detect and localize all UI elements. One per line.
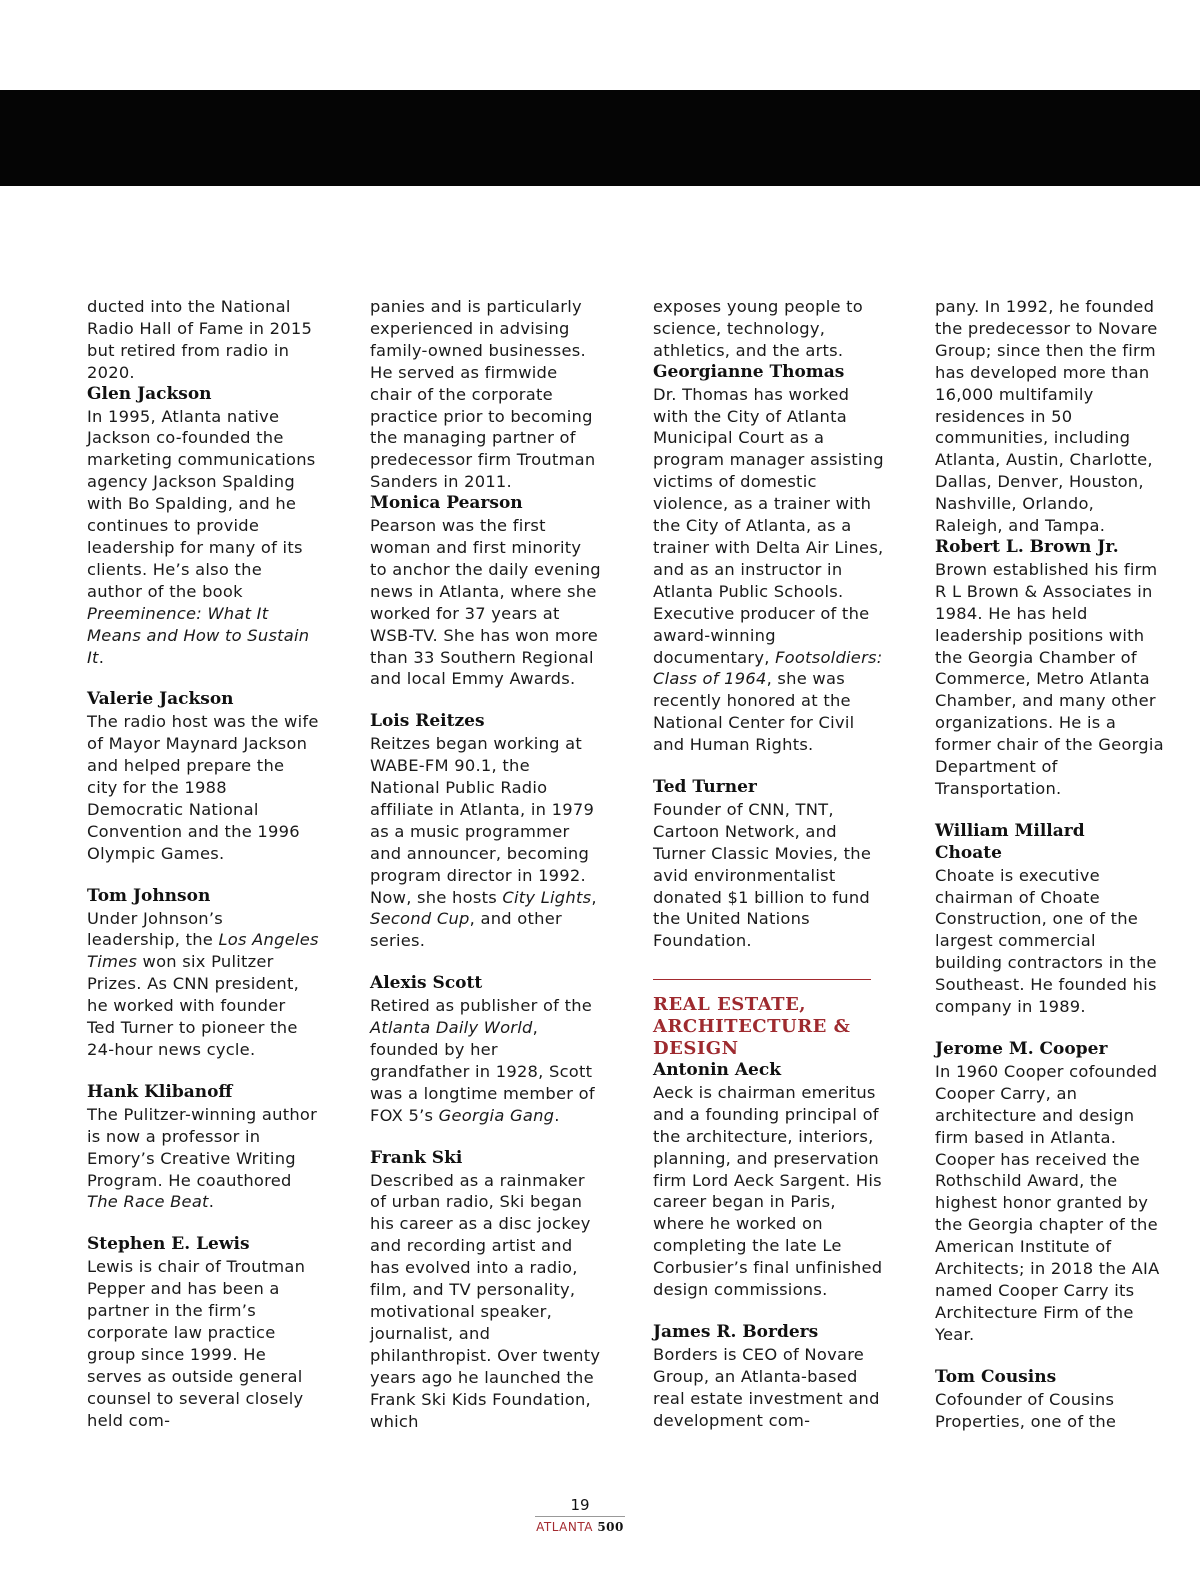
profile-name: William Millard Choate [935,820,1085,863]
profile-name: Georgianne Thomas [653,361,845,382]
profile-bio: Choate is executive chairman of Choate Construction, one of the largest commercial building contractors in the Southeast. He founded his company in 1989. [935,865,1157,1017]
profile-entry [935,537,1167,800]
profile-entry [370,1148,602,1433]
profile-name: Hank Klibanoff [87,1081,233,1102]
profile-name: Glen Jackson [87,383,212,404]
profile-name: Stephen E. Lewis [87,1234,250,1255]
profile-entry [653,1322,885,1432]
profile-entry [935,821,1167,1018]
column-1 [87,296,319,1453]
profile-entry [653,777,885,952]
page-number: 19 [570,1496,590,1514]
profile-bio: Reitzes began working at WABE-FM 90.1, the National Public Radio affiliate in Atlanta, in 1979 as a music programmer and announcer, becoming program director in 1992. Now, she hosts City Lights, Second Cup, and other series. [370,734,597,951]
profile-bio: Dr. Thomas has worked with the City of Atlanta Municipal Court as a program manager assisting victims of domestic violence, as a trainer with the City of Atlanta, as a trainer with Delta Air Lines, and as an instructor in Atlanta Public Schools. Executive producer of the award-winning documentary, Footsoldiers: Class of 1964, she was recently honored at the National Center for Civil and Human Rights. [653,384,884,755]
profile-entry [87,1234,319,1431]
profile-entry [87,886,319,1061]
profile-name: Ted Turner [653,777,757,798]
top-black-banner [0,90,1200,186]
column-4 [935,296,1167,1453]
profile-name: Tom Johnson [87,885,211,906]
profile-bio: Under Johnson’s leadership, the Los Angeles Times won six Pulitzer Prizes. As CNN president, he worked with founder Ted Turner to pioneer the 24-hour news cycle. [87,908,319,1059]
profile-name: Robert L. Brown Jr. [935,536,1119,557]
profile-name: Frank Ski [370,1147,463,1168]
lead-in-text: panies and is particularly experienced in advising family-owned businesses. He served as firmwide chair of the corporate practice prior to becoming the managing partner of predecessor firm Troutman Sanders in 2011. [370,297,596,492]
profile-bio: Lewis is chair of Troutman Pepper and has been a partner in the firm’s corporate law practice group since 1999. He serves as outside general counsel to several closely held com- [87,1257,306,1430]
profile-bio: Cofounder of Cousins Properties, one of the [935,1389,1117,1431]
profile-name: Valerie Jackson [87,689,234,710]
page-footer [535,1497,625,1534]
profile-bio: Brown established his firm R L Brown & Associates in 1984. He has held leadership positions with the Georgia Chamber of Commerce, Metro Atlanta Chamber, and many other organizations. He is a former chair of the Georgia Department of Transportation. [935,559,1164,798]
profile-bio: Pearson was the first woman and first minority to anchor the daily evening news in Atlanta, where she worked for 37 years at WSB-TV. She has won more than 33 Southern Regional and local Emmy Awards. [370,516,601,689]
profile-entry [370,973,602,1126]
profile-name: Lois Reitzes [370,711,485,732]
profile-bio: The Pulitzer-winning author is now a professor in Emory’s Creative Writing Program. He coauthored The Race Beat. [87,1104,318,1212]
profile-bio: Borders is CEO of Novare Group, an Atlanta-based real estate investment and development com- [653,1344,880,1430]
profile-name: Tom Cousins [935,1366,1057,1387]
profile-entry [370,493,602,690]
profile-entry [87,384,319,669]
profile-name: Monica Pearson [370,493,523,514]
column-2 [370,296,602,1453]
profile-entry [87,1082,319,1213]
column-3 [653,296,885,1453]
lead-in-text: pany. In 1992, he founded the predecessor to Novare Group; since then the firm has developed more than 16,000 multifamily residences in 50 communities, including Atlanta, Austin, Charlotte, Dallas, Denver, Houston, Nashville, Orlando, Raleigh, and Tampa. [935,297,1158,536]
profile-name: Jerome M. Cooper [935,1039,1108,1059]
profile-bio: In 1960 Cooper cofounded Cooper Carry, an architecture and design firm based in Atlanta. Cooper has received the Rothschild Award, the highest honor granted by the Georgia chapter of the American Institute of Architects; in 2018 the AIA named Cooper Carry its Architecture Firm of the Year. [935,1061,1160,1344]
section-heading: REAL ESTATE, ARCHITECTURE & DESIGN [653,994,851,1060]
magazine-brand [535,1520,625,1534]
profile-entry [935,1367,1167,1433]
profile-bio: Retired as publisher of the Atlanta Daily World, founded by her grandfather in 1928, Scott was a longtime member of FOX 5’s Georgia Gang. [370,996,595,1125]
profile-name: Alexis Scott [370,973,483,994]
profile-bio: The radio host was the wife of Mayor Maynard Jackson and helped prepare the city for the 1988 Democratic National Convention and the 1996 Olympic Games. [87,712,319,863]
lead-in-text: exposes young people to science, technology, athletics, and the arts. [653,297,864,360]
brand-prefix: ATLANTA [536,1520,593,1534]
profile-entry [87,689,319,864]
footer-divider [535,1516,625,1517]
profile-bio: Described as a rainmaker of urban radio, Ski began his career as a disc jockey and recording artist and has evolved into a radio, film, and TV personality, motivational speaker, journalist, and philanthropist. Over twenty years ago he launched the Frank Ski Kids Foundation, which [370,1170,601,1431]
profile-bio: Aeck is chairman emeritus and a founding principal of the architecture, interiors, planning, and preservation firm Lord Aeck Sargent. His career began in Paris, where he worked on completing the late Le Corbusier’s final unfinished design commissions. [653,1082,883,1300]
profile-entry [653,1060,885,1301]
profile-entry [935,1039,1167,1346]
profile-name: James R. Borders [653,1321,819,1342]
section-divider [653,979,871,980]
profile-name: Antonin Aeck [653,1060,781,1080]
profile-bio: In 1995, Atlanta native Jackson co-founded the marketing communications agency Jackson Spalding with Bo Spalding, and he continues to provide leadership for many of its clients. He’s also the author of the book Preeminence: What It Means and How to Sustain It. [87,406,316,667]
brand-number: 500 [597,1520,624,1534]
profile-entry [653,362,885,756]
profile-entry [370,711,602,952]
profile-bio: Founder of CNN, TNT, Cartoon Network, and Turner Classic Movies, the avid environmentalist donated $1 billion to fund the United Nations Foundation. [653,799,872,951]
lead-in-text: ducted into the National Radio Hall of Fame in 2015 but retired from radio in 2020. [87,297,313,382]
